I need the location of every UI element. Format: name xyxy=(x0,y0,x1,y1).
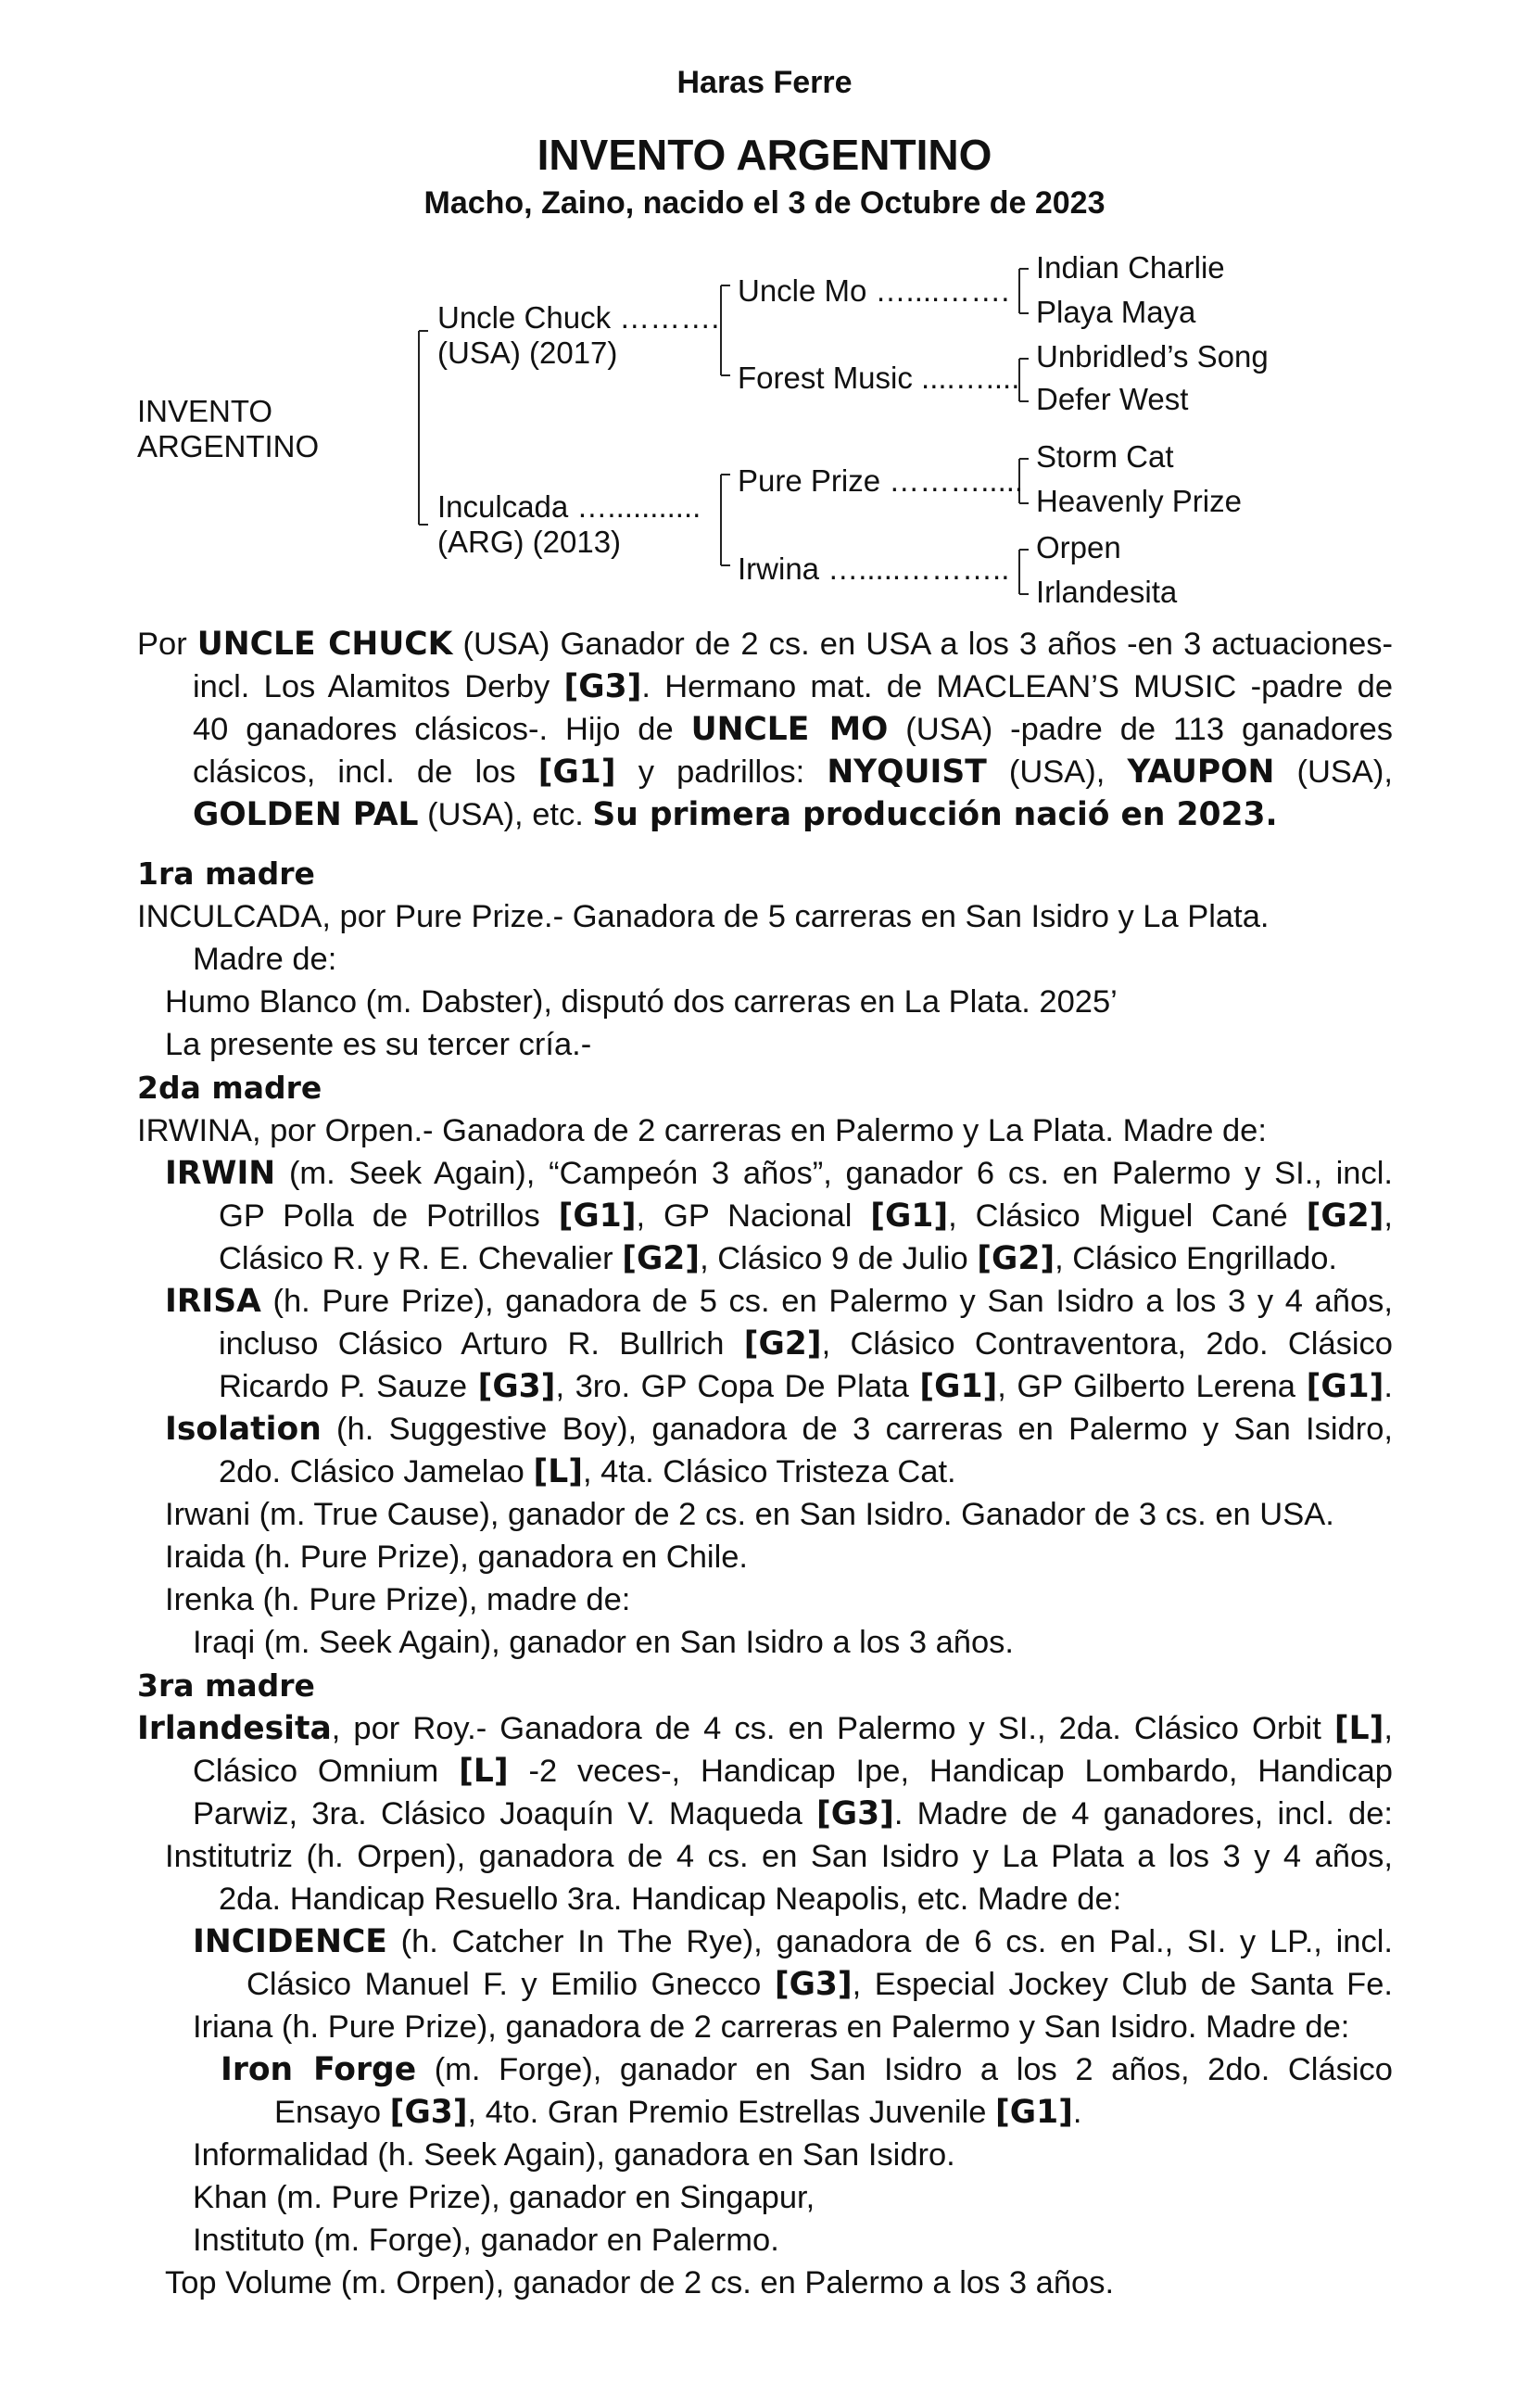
incidence-line-1: INCIDENCE (h. Catcher In The Rye), ganadora de 6 cs. en Pal., SI. y LP., incl. xyxy=(193,1923,1393,1960)
institutriz-line-2: 2da. Handicap Resuello 3ra. Handicap Neapolis, etc. Madre de: xyxy=(219,1882,1122,1917)
sire-line-5: GOLDEN PAL (USA), etc. Su primera producción nació en 2023. xyxy=(193,796,1278,833)
subject-line-2: ARGENTINO xyxy=(137,429,320,463)
instituto-line: Instituto (m. Forge), ganador en Palermo. xyxy=(193,2223,779,2258)
g3-8: Irlandesita xyxy=(1036,575,1178,609)
irwin-line-3: Clásico R. y R. E. Chevalier [G2], Clásico 9 de Julio [G2], Clásico Engrillado. xyxy=(219,1240,1337,1277)
stud-name: Haras Ferre xyxy=(676,65,853,100)
irlandesita-line-2: Clásico Omnium [L] -2 veces-, Handicap Ipe, Handicap Lombardo, Handicap xyxy=(193,1753,1393,1790)
iron-forge-entry xyxy=(221,2048,1393,2134)
horse-name: INVENTO ARGENTINO xyxy=(537,131,992,179)
irwin-entry xyxy=(165,1152,1393,1280)
irwani-line: Irwani (m. True Cause), ganador de 2 cs. en San Isidro. Ganador de 3 cs. en USA. xyxy=(165,1497,1334,1532)
first-dam-line-2: Madre de: xyxy=(193,942,337,977)
third-dam-title: 3ra madre xyxy=(137,1667,315,1704)
g3-6: Heavenly Prize xyxy=(1036,484,1242,518)
institutriz-line-1: Institutriz (h. Orpen), ganadora de 4 cs. en San Isidro y La Plata a los 3 y 4 años, xyxy=(165,1839,1393,1874)
iron-forge-line-1: Iron Forge (m. Forge), ganador en San Isidro a los 2 años, 2do. Clásico xyxy=(221,2051,1393,2088)
sire-line-1: Por UNCLE CHUCK (USA) Ganador de 2 cs. en USA a los 3 años -en 3 actuaciones- xyxy=(137,626,1394,663)
dam-sire: Pure Prize ………..... xyxy=(738,463,1024,498)
institutriz-entry xyxy=(165,1835,1393,1920)
irisa-entry xyxy=(165,1280,1393,1408)
dam-dam: Irwina ….....……….. xyxy=(738,551,1010,586)
sire-line-4: clásicos, incl. de los [G1] y padrillos: NYQUIST (USA), YAUPON (USA), xyxy=(193,754,1394,791)
isolation-entry xyxy=(165,1408,1393,1493)
pedigree-sire xyxy=(437,300,719,371)
subject-line-1: INVENTO xyxy=(137,394,273,428)
irlandesita-entry xyxy=(137,1707,1393,1835)
sire-line-3: 40 ganadores clásicos-. Hijo de UNCLE MO (USA) -padre de 113 ganadores xyxy=(193,711,1393,748)
isolation-line-1: Isolation (h. Suggestive Boy), ganadora de 3 carreras en Palermo y San Isidro, xyxy=(165,1411,1393,1448)
incidence-line-2: Clásico Manuel F. y Emilio Gnecco [G3], Especial Jockey Club de Santa Fe. xyxy=(246,1966,1393,2003)
top-volume-line: Top Volume (m. Orpen), ganador de 2 cs. en Palermo a los 3 años. xyxy=(165,2265,1115,2300)
pedigree-dam xyxy=(437,489,701,560)
second-dam-title: 2da madre xyxy=(137,1070,322,1106)
irisa-line-1: IRISA (h. Pure Prize), ganadora de 5 cs. en Palermo y San Isidro a los 3 y 4 años, xyxy=(165,1283,1393,1320)
sire-paragraph xyxy=(137,623,1393,836)
sire-sire: Uncle Mo …....……. xyxy=(738,273,1010,308)
first-dam-line-4: La presente es su tercer cría.- xyxy=(165,1027,592,1062)
iraqi-line: Iraqi (m. Seek Again), ganador en San Isidro a los 3 años. xyxy=(193,1625,1015,1660)
first-dam-title: 1ra madre xyxy=(137,855,315,892)
incidence-entry xyxy=(193,1920,1393,2006)
sire-origin: (USA) (2017) xyxy=(437,336,618,370)
sire-dam: Forest Music ....….... xyxy=(738,361,1020,395)
dam-name: Inculcada …........... xyxy=(437,489,701,524)
irisa-line-3: Ricardo P. Sauze [G3], 3ro. GP Copa De Plata [G1], GP Gilberto Lerena [G1]. xyxy=(219,1368,1394,1405)
khan-line: Khan (m. Pure Prize), ganador en Singapur, xyxy=(193,2180,815,2215)
g3-7: Orpen xyxy=(1036,530,1121,564)
birth-info: Macho, Zaino, nacido el 3 de Octubre de 2023 xyxy=(423,185,1106,221)
pedigree-brackets xyxy=(0,0,1529,630)
first-dam-line-3: Humo Blanco (m. Dabster), disputó dos carreras en La Plata. 2025’ xyxy=(165,984,1118,1020)
irisa-line-2: incluso Clásico Arturo R. Bullrich [G2], Clásico Contraventora, 2do. Clásico xyxy=(219,1325,1393,1362)
g3-4: Defer West xyxy=(1036,382,1189,416)
iron-forge-line-2: Ensayo [G3], 4to. Gran Premio Estrellas Juvenile [G1]. xyxy=(274,2094,1082,2131)
sire-line-2: incl. Los Alamitos Derby [G3]. Hermano mat. de MACLEAN’S MUSIC -padre de xyxy=(193,668,1394,705)
iriana-line: Iriana (h. Pure Prize), ganadora de 2 carreras en Palermo y San Isidro. Madre de: xyxy=(193,2009,1350,2045)
isolation-line-2: 2do. Clásico Jamelao [L], 4ta. Clásico Tristeza Cat. xyxy=(219,1453,956,1490)
irwin-line-2: GP Polla de Potrillos [G1], GP Nacional [G1], Clásico Miguel Cané [G2], xyxy=(219,1198,1394,1235)
irlandesita-line-3: Parwiz, 3ra. Clásico Joaquín V. Maqueda [G3]. Madre de 4 ganadores, incl. de: xyxy=(193,1795,1393,1832)
pedigree-subject xyxy=(137,394,319,464)
irenka-line: Irenka (h. Pure Prize), madre de: xyxy=(165,1582,631,1617)
g3-5: Storm Cat xyxy=(1036,439,1174,474)
dam-origin: (ARG) (2013) xyxy=(437,525,622,559)
first-dam-line-1: INCULCADA, por Pure Prize.- Ganadora de 5 carreras en San Isidro y La Plata. xyxy=(137,899,1270,934)
g3-3: Unbridled’s Song xyxy=(1036,339,1269,374)
sire-name: Uncle Chuck ………. xyxy=(437,300,720,335)
g3-2: Playa Maya xyxy=(1036,295,1196,329)
second-dam-line-1: IRWINA, por Orpen.- Ganadora de 2 carreras en Palermo y La Plata. Madre de: xyxy=(137,1113,1267,1148)
irlandesita-line-1: Irlandesita, por Roy.- Ganadora de 4 cs. en Palermo y SI., 2da. Clásico Orbit [L], xyxy=(137,1710,1393,1747)
g3-1: Indian Charlie xyxy=(1036,250,1225,285)
irwin-line-1: IRWIN (m. Seek Again), “Campeón 3 años”, ganador 6 cs. en Palermo y SI., incl. xyxy=(165,1155,1393,1192)
iraida-line: Iraida (h. Pure Prize), ganadora en Chile. xyxy=(165,1540,749,1575)
informalidad-line: Informalidad (h. Seek Again), ganadora en San Isidro. xyxy=(193,2137,955,2173)
